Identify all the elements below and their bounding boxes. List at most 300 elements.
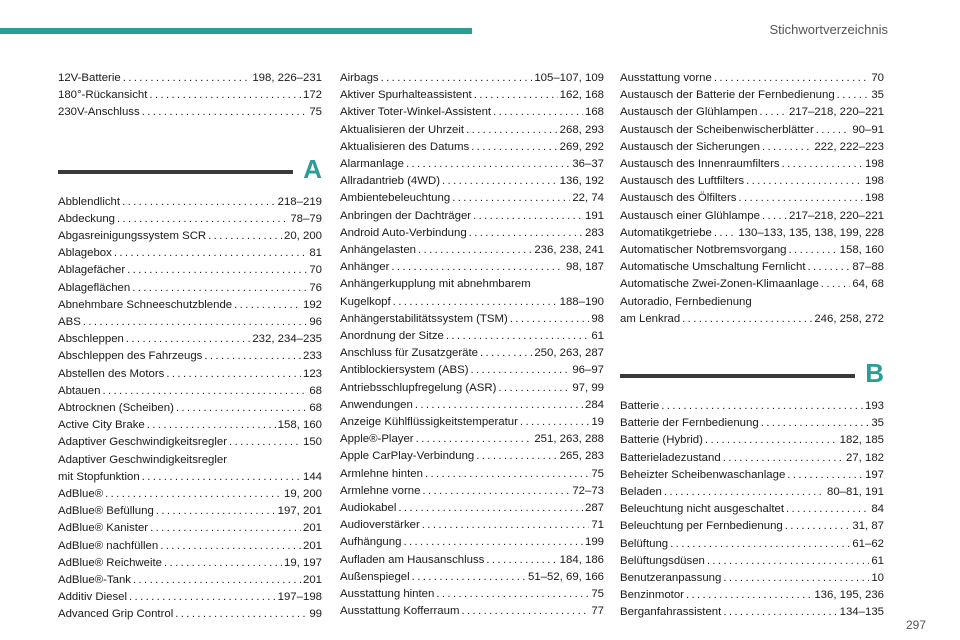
leader-dots <box>759 104 787 121</box>
leader-dots <box>686 587 812 604</box>
index-entry-pages: 78–79 <box>290 212 322 225</box>
leader-dots <box>762 139 812 156</box>
index-entry-term: Aktiver Toter-Winkel-Assistent <box>340 106 492 119</box>
index-entry <box>620 225 884 242</box>
index-entry-pages: 36–37 <box>572 158 604 171</box>
leader-dots <box>150 520 301 537</box>
leader-dots <box>176 400 307 417</box>
index-entry-term: Ablagebox <box>58 247 112 260</box>
leader-dots <box>406 156 570 173</box>
index-entry-pages: 68 <box>309 384 322 397</box>
index-entry-pages: 19, 200 <box>283 488 322 501</box>
index-entry-term: Abschleppen <box>58 333 124 346</box>
index-entry <box>58 452 322 486</box>
index-entry-term: Airbags <box>340 72 379 84</box>
index-entry <box>620 190 884 207</box>
index-entry-pages: 61 <box>871 554 884 567</box>
leader-dots <box>391 259 564 276</box>
leader-dots <box>808 259 851 276</box>
leader-dots <box>122 194 276 211</box>
index-entry <box>340 380 604 397</box>
index-entry <box>620 104 884 121</box>
index-entry-term: Active City Brake <box>58 419 145 432</box>
leader-dots <box>127 262 307 279</box>
index-entry <box>340 431 604 448</box>
leader-dots <box>789 242 838 259</box>
leader-dots <box>761 415 870 432</box>
leader-dots <box>466 122 558 139</box>
index-entry <box>620 432 884 449</box>
index-entry-term: Benzinmotor <box>620 589 684 602</box>
index-entry-term: Außenspiegel <box>340 570 410 583</box>
index-entry <box>58 366 322 383</box>
leader-dots <box>664 484 825 501</box>
index-entry-pages: 184, 186 <box>559 553 604 566</box>
page-header-title: Stichwortverzeichnis <box>769 22 888 37</box>
index-entry <box>58 520 322 537</box>
index-entry-pages: 77 <box>591 605 604 618</box>
index-column-3 <box>620 70 884 622</box>
index-entry-term: AdBlue® <box>58 488 104 501</box>
index-entry-pages: 96–97 <box>572 364 604 377</box>
index-entry-pages: 188–190 <box>559 295 604 308</box>
leader-dots <box>498 380 570 397</box>
leader-dots <box>425 466 589 483</box>
index-entry-pages: 150 <box>302 436 322 449</box>
index-entry-term: Additiv Diesel <box>58 591 128 604</box>
index-entry <box>340 483 604 500</box>
index-entry-term: Abgasreinigungssystem SCR <box>58 230 207 243</box>
index-entry-pages: 172 <box>302 89 322 102</box>
index-entry-term: Automatische Zwei-Zonen-Klimaanlage <box>620 278 819 291</box>
index-entry <box>340 586 604 603</box>
index-entry-pages: 144 <box>302 470 322 483</box>
leader-dots <box>787 467 863 484</box>
index-entry <box>58 228 322 245</box>
index-entry-pages: 76 <box>309 281 322 294</box>
index-entry <box>340 328 604 345</box>
index-entry-pages: 222, 222–223 <box>814 140 884 153</box>
index-entry-term-line1: Adaptiver Geschwindigkeitsregler <box>58 453 228 466</box>
index-entry-term: Austausch des Luftfilters <box>620 175 745 188</box>
index-entry <box>58 400 322 417</box>
index-entry-pages: 217–218, 220–221 <box>788 209 884 222</box>
index-entry <box>620 484 884 501</box>
index-entry-pages: 134–135 <box>839 606 884 619</box>
section-divider <box>620 374 855 378</box>
leader-dots <box>452 190 570 207</box>
leader-dots <box>786 501 869 518</box>
index-entry <box>620 553 884 570</box>
index-entry-term: Abblendlicht <box>58 195 121 208</box>
leader-dots <box>156 503 276 520</box>
index-entry-term: mit Stopfunktion <box>58 470 140 483</box>
index-entry-term: Armlehne vorne <box>340 484 421 497</box>
leader-dots <box>381 70 533 87</box>
index-entry-pages: 198 <box>864 175 884 188</box>
index-entry <box>340 225 604 242</box>
index-entry <box>340 70 604 87</box>
leader-dots <box>393 294 558 311</box>
leader-dots <box>149 87 301 104</box>
index-entry-pages: 250, 263, 287 <box>534 347 604 360</box>
index-entry-pages: 19 <box>591 416 604 429</box>
index-entry-term: Batterie der Fernbedienung <box>620 417 759 430</box>
index-entry-pages: 284 <box>584 398 604 411</box>
index-entry <box>58 589 322 606</box>
leader-dots <box>422 483 570 500</box>
leader-dots <box>723 570 869 587</box>
index-entry-term: Anordnung der Sitze <box>340 330 444 343</box>
index-entry <box>340 414 604 431</box>
index-entry <box>340 534 604 551</box>
index-entry-term: AdBlue® nachfüllen <box>58 539 159 552</box>
index-entry-term: Antiblockiersystem (ABS) <box>340 364 469 377</box>
index-entry-term: Audioverstärker <box>340 519 420 532</box>
index-entry-term: Anbringen der Dachträger <box>340 209 472 222</box>
index-entry-term: Beleuchtung nicht ausgeschaltet <box>620 503 785 516</box>
index-entry <box>620 70 884 87</box>
index-entry-pages: 64, 68 <box>852 278 884 291</box>
index-entry-term: Austausch der Batterie der Fernbedienung <box>620 89 835 102</box>
header-accent-bar <box>0 28 472 34</box>
index-entry-pages: 233 <box>302 350 322 363</box>
index-entry-term: Android Auto-Verbindung <box>340 226 467 239</box>
index-entry-pages: 251, 263, 288 <box>534 433 604 446</box>
index-entry <box>620 604 884 621</box>
index-entry-term: Anhängerstabilitätssystem (TSM) <box>340 312 508 325</box>
index-entry-pages: 192 <box>302 298 322 311</box>
index-entry-term: Aktiver Spurhalteassistent <box>340 89 472 102</box>
leader-dots <box>234 297 301 314</box>
index-entry <box>58 434 322 451</box>
index-entry <box>340 104 604 121</box>
leader-dots <box>480 345 532 362</box>
leader-dots <box>133 572 301 589</box>
index-entry <box>620 398 884 415</box>
leader-dots <box>739 190 863 207</box>
index-entry-pages: 61–62 <box>852 537 884 550</box>
index-entry-term: Abdeckung <box>58 212 115 225</box>
index-entry-term: Beleuchtung per Fernbedienung <box>620 520 783 533</box>
index-entry-pages: 162, 168 <box>559 89 604 102</box>
index-entry-term: Beheizter Scheibenwaschanlage <box>620 468 786 481</box>
index-entry-term: Apple CarPlay-Verbindung <box>340 450 475 463</box>
leader-dots <box>723 604 837 621</box>
index-entry <box>340 156 604 173</box>
leader-dots <box>714 225 737 242</box>
index-entry-term: Kugelkopf <box>340 295 391 308</box>
leader-dots <box>132 280 307 297</box>
index-entry-term: Berganfahrassistent <box>620 606 722 619</box>
index-entry-pages: 98, 187 <box>565 261 604 274</box>
index-entry-pages: 201 <box>302 574 322 587</box>
index-entry-term: Abstellen des Motors <box>58 367 165 380</box>
index-entry-term: Benutzeranpassung <box>620 572 722 585</box>
index-entry-pages: 269, 292 <box>559 140 604 153</box>
index-entry-term: Anhängelasten <box>340 244 417 257</box>
index-entry-pages: 182, 185 <box>839 434 884 447</box>
index-entry <box>58 383 322 400</box>
index-entry <box>58 348 322 365</box>
index-entry <box>340 500 604 517</box>
leader-dots <box>707 553 869 570</box>
index-entry <box>340 517 604 534</box>
index-entry <box>340 208 604 225</box>
leader-dots <box>142 469 301 486</box>
index-entry-term: Anschluss für Zusatzgeräte <box>340 347 479 360</box>
leader-dots <box>412 569 526 586</box>
index-entry-pages: 75 <box>591 588 604 601</box>
index-entry-pages: 268, 293 <box>559 123 604 136</box>
leader-dots <box>166 366 301 383</box>
index-entry-pages: 99 <box>309 608 322 621</box>
index-entry-term: AdBlue® Befüllung <box>58 505 154 518</box>
index-entry-term: AdBlue®-Tank <box>58 574 131 587</box>
leader-dots <box>461 603 589 620</box>
index-entry-term: Batterieladezustand <box>620 451 721 464</box>
index-entry-pages: 197 <box>864 468 884 481</box>
index-entry-pages: 130–133, 135, 138, 199, 228 <box>738 226 884 239</box>
leader-dots <box>164 555 282 572</box>
leader-dots <box>415 397 583 414</box>
leader-dots <box>471 362 571 379</box>
index-entry-term: Anhänger <box>340 261 390 274</box>
index-entry <box>340 311 604 328</box>
index-entry-pages: 201 <box>302 539 322 552</box>
index-entry-term: Aufhängung <box>340 536 402 549</box>
index-entry-pages: 10 <box>871 572 884 585</box>
index-entry <box>340 569 604 586</box>
leader-dots <box>129 589 276 606</box>
index-entry-term: Audiokabel <box>340 502 397 515</box>
index-entry-term: Apple®-Player <box>340 433 414 446</box>
leader-dots <box>476 448 557 465</box>
leader-dots <box>105 486 282 503</box>
index-entry-term: 180°-Rückansicht <box>58 89 148 102</box>
index-entry <box>58 297 322 314</box>
index-entry <box>340 87 604 104</box>
leader-dots <box>175 606 307 623</box>
leader-dots <box>723 450 844 467</box>
leader-dots <box>471 139 558 156</box>
index-entry-pages: 70 <box>309 264 322 277</box>
index-entry <box>58 503 322 520</box>
index-entry-term: Belüftungsdüsen <box>620 554 705 567</box>
index-entry-pages: 75 <box>309 106 322 119</box>
index-entry <box>58 417 322 434</box>
index-entry <box>620 587 884 604</box>
index-entry <box>58 70 322 87</box>
index-entry <box>58 555 322 572</box>
index-entry <box>620 518 884 535</box>
index-entry-term: Batterie (Hybrid) <box>620 434 703 447</box>
index-entry-term: Automatikgetriebe <box>620 226 712 239</box>
leader-dots <box>398 500 583 517</box>
index-entry-term: Automatischer Notbremsvorgang <box>620 244 787 257</box>
index-entry <box>58 211 322 228</box>
index-entry-pages: 217–218, 220–221 <box>788 106 884 119</box>
index-entry-term: AdBlue® Kanister <box>58 522 149 535</box>
index-entry-pages: 87–88 <box>852 261 884 274</box>
index-entry <box>620 156 884 173</box>
index-entry-term: Abtrocknen (Scheiben) <box>58 402 174 415</box>
index-entry-pages: 197–198 <box>277 591 322 604</box>
index-entry <box>58 194 322 211</box>
index-entry-pages: 35 <box>871 417 884 430</box>
index-entry-term: Adaptiver Geschwindigkeitsregler <box>58 436 228 449</box>
index-entry <box>340 259 604 276</box>
index-entry-pages: 168 <box>584 106 604 119</box>
index-entry <box>620 276 884 293</box>
index-entry <box>58 87 322 104</box>
index-column-2 <box>340 70 604 621</box>
index-entry <box>58 314 322 331</box>
index-entry-pages: 72–73 <box>572 484 604 497</box>
leader-dots <box>474 87 558 104</box>
index-entry-pages: 90–91 <box>852 123 884 136</box>
index-entry <box>58 245 322 262</box>
index-entry-term: Antriebsschlupfregelung (ASR) <box>340 381 497 394</box>
index-entry-pages: 287 <box>584 502 604 515</box>
index-entry-term: Aktualisieren der Uhrzeit <box>340 123 465 136</box>
index-column-1 <box>58 70 322 624</box>
index-entry-term: Anwendungen <box>340 398 413 411</box>
index-entry <box>620 536 884 553</box>
index-entry-term: 230V-Anschluss <box>58 106 140 119</box>
section-letter: B <box>865 358 884 389</box>
leader-dots <box>661 398 863 415</box>
index-entry-pages: 71 <box>591 519 604 532</box>
leader-dots <box>126 331 250 348</box>
index-entry-pages: 81 <box>309 247 322 260</box>
index-entry-term-line1: Autoradio, Fernbedienung <box>620 295 752 308</box>
leader-dots <box>123 70 251 87</box>
index-entry-pages: 105–107, 109 <box>534 72 604 84</box>
leader-dots <box>204 348 301 365</box>
leader-dots <box>416 431 533 448</box>
leader-dots <box>83 314 308 331</box>
index-entry <box>340 603 604 620</box>
index-entry-pages: 123 <box>302 367 322 380</box>
index-entry-term: Austausch der Scheibenwischerblätter <box>620 123 814 136</box>
leader-dots <box>442 173 558 190</box>
index-entry-pages: 246, 258, 272 <box>814 312 884 325</box>
index-entry-term: Abschleppen des Fahrzeugs <box>58 350 203 363</box>
index-entry <box>58 486 322 503</box>
leader-dots <box>147 417 276 434</box>
index-entry-pages: 218–219 <box>277 195 322 208</box>
index-entry <box>340 466 604 483</box>
index-entry-term: Austausch des Ölfilters <box>620 192 737 205</box>
index-entry <box>58 331 322 348</box>
index-entry-pages: 136, 195, 236 <box>814 589 884 602</box>
index-entry-pages: 20, 200 <box>283 230 322 243</box>
leader-dots <box>422 517 590 534</box>
index-entry <box>340 122 604 139</box>
index-entry-term: 12V-Batterie <box>58 72 121 84</box>
leader-dots <box>785 518 851 535</box>
index-entry-term: Abtauen <box>58 384 101 397</box>
index-entry-term: Ausstattung hinten <box>340 588 435 601</box>
index-entry-term: Beladen <box>620 486 662 499</box>
index-entry <box>340 362 604 379</box>
index-entry-pages: 35 <box>871 89 884 102</box>
index-entry-pages: 158, 160 <box>277 419 322 432</box>
index-entry <box>620 467 884 484</box>
index-entry-term: Austausch der Glühlampen <box>620 106 758 119</box>
index-entry <box>58 262 322 279</box>
index-entry <box>340 276 604 310</box>
index-entry <box>620 87 884 104</box>
index-entry-term: Austausch des Innenraumfilters <box>620 158 780 171</box>
index-entry-term: Austausch einer Glühlampe <box>620 209 760 222</box>
leader-dots <box>403 534 583 551</box>
index-entry-pages: 136, 192 <box>559 175 604 188</box>
leader-dots <box>746 173 863 190</box>
index-entry-pages: 198 <box>864 158 884 171</box>
index-entry-term: AdBlue® Reichweite <box>58 556 163 569</box>
page-number: 297 <box>905 618 926 632</box>
index-entry-pages: 75 <box>591 467 604 480</box>
index-entry-pages: 27, 182 <box>845 451 884 464</box>
index-entry-pages: 199 <box>584 536 604 549</box>
index-entry-pages: 97, 99 <box>572 381 604 394</box>
index-entry-pages: 283 <box>584 226 604 239</box>
index-entry-term: Armlehne hinten <box>340 467 423 480</box>
index-entry <box>58 104 322 121</box>
leader-dots <box>782 156 863 173</box>
leader-dots <box>436 586 589 603</box>
leader-dots <box>837 87 870 104</box>
leader-dots <box>418 242 532 259</box>
leader-dots <box>208 228 282 245</box>
index-entry-term: Advanced Grip Control <box>58 608 174 621</box>
index-entry <box>620 259 884 276</box>
index-entry-pages: 232, 234–235 <box>252 333 322 346</box>
index-entry <box>340 552 604 569</box>
index-entry-pages: 191 <box>584 209 604 222</box>
index-entry <box>58 538 322 555</box>
leader-dots <box>670 536 850 553</box>
index-entry-term: Automatische Umschaltung Fernlicht <box>620 261 806 274</box>
index-entry <box>620 450 884 467</box>
index-entry-term: Austausch der Sicherungen <box>620 140 760 153</box>
index-entry-pages: 19, 197 <box>283 556 322 569</box>
leader-dots <box>229 434 301 451</box>
index-entry <box>340 345 604 362</box>
leader-dots <box>102 383 307 400</box>
index-entry-pages: 236, 238, 241 <box>534 244 604 257</box>
index-entry-pages: 22, 74 <box>572 192 604 205</box>
index-entry-term: Ablagefächer <box>58 264 126 277</box>
leader-dots <box>493 104 583 121</box>
index-entry <box>340 397 604 414</box>
leader-dots <box>117 211 288 228</box>
index-entry-term: Ablageflächen <box>58 281 131 294</box>
leader-dots <box>816 122 851 139</box>
section-divider <box>58 170 293 174</box>
index-entry-term: Ausstattung vorne <box>620 72 712 84</box>
index-entry-pages: 68 <box>309 402 322 415</box>
index-entry-term: Belüftung <box>620 537 669 550</box>
section-header <box>58 152 322 188</box>
index-entry <box>620 122 884 139</box>
index-entry-pages: 265, 283 <box>559 450 604 463</box>
index-entry-term: am Lenkrad <box>620 312 681 325</box>
index-entry <box>340 242 604 259</box>
index-entry-term: Anzeige Kühlflüssigkeitstemperatur <box>340 416 518 429</box>
